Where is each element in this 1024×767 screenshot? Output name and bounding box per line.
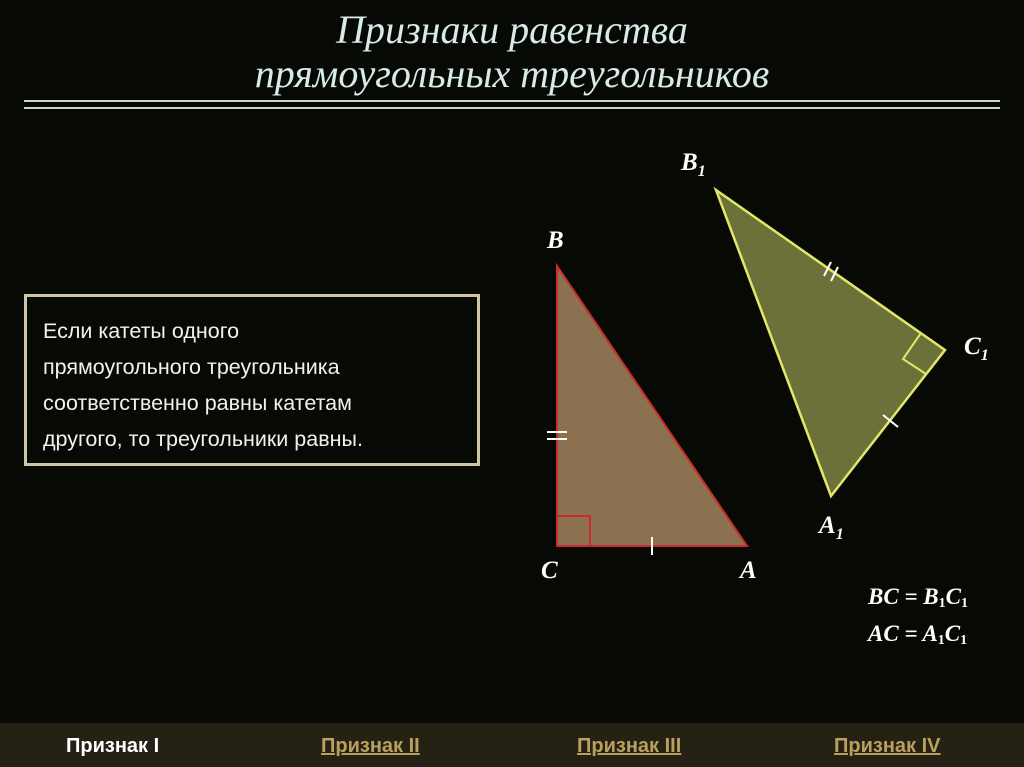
nav-criterion-4[interactable]: Признак IV <box>834 735 941 757</box>
title-line-2: прямоугольных треугольников <box>254 51 770 96</box>
nav-criterion-2[interactable]: Признак II <box>321 735 420 757</box>
vertex-label-c1: $C_1$ <box>964 333 989 364</box>
nav-bar <box>0 723 1024 767</box>
triangle-abc <box>557 266 747 546</box>
nav-criterion-3[interactable]: Признак III <box>577 735 682 757</box>
triangle-a1b1c1 <box>716 190 945 496</box>
vertex-label-c: C <box>541 557 558 584</box>
title-line-1: Признаки равенства <box>336 7 688 52</box>
nav-criterion-1[interactable]: Признак I <box>66 735 160 757</box>
equality-ac: AC = $A_1C_1$ <box>868 621 968 648</box>
vertex-label-a1: $A_1$ <box>819 512 844 543</box>
vertex-label-b1: $B_1$ <box>681 149 706 180</box>
equalities <box>868 582 968 656</box>
equality-bc: BC = $B_1C_1$ <box>868 584 968 611</box>
vertex-label-b: B <box>547 227 564 254</box>
vertex-label-a: A <box>740 557 757 584</box>
theorem-text: Если катеты одного прямоугольного треугольника соответственно равны катетам другого, то треугольники равны. <box>43 319 363 451</box>
